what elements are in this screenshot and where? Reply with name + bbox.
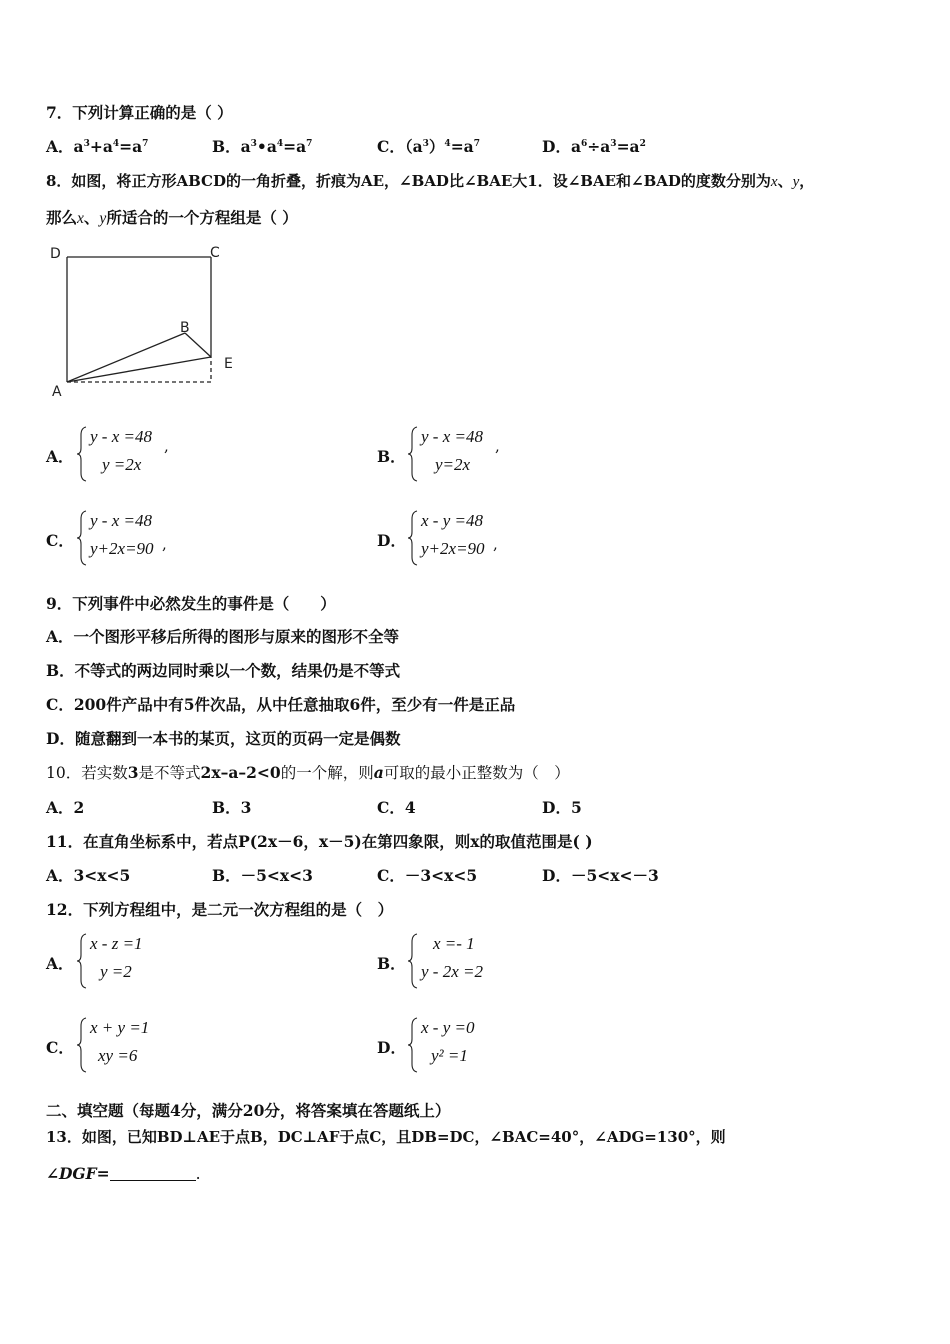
fold-ab	[67, 333, 185, 382]
q9-stem: 9．下列事件中必然发生的事件是（ ）	[46, 594, 336, 613]
brace-icon	[407, 1016, 421, 1074]
q8-stem-line2: 那么x、y所适合的一个方程组是（ ）	[46, 208, 298, 227]
q10-option-a: A．2	[46, 798, 85, 817]
q10-option-b: B．3	[212, 798, 252, 817]
q9-option-d: D．随意翻到一本书的某页，这页的页码一定是偶数	[46, 729, 401, 748]
q11-stem: 11．在直角坐标系中，若点P(2x－6，x－5)在第四象限，则x的取值范围是( )	[46, 832, 593, 851]
label-c: C	[210, 245, 220, 261]
q7-option-b: B．$a^3•a^4=a^7$	[212, 137, 313, 156]
fold-be	[185, 333, 211, 357]
q9-option-b: B．不等式的两边同时乘以一个数，结果仍是不等式	[46, 661, 401, 680]
label-e: E	[224, 356, 233, 372]
crease-ae	[67, 357, 211, 382]
q11-option-c: C．－3<x<5	[377, 866, 478, 885]
q10-option-d: D．5	[542, 798, 582, 817]
q11-option-d: D．－5<x<－3	[542, 866, 659, 885]
q10-option-c: C．4	[377, 798, 416, 817]
q7-option-a: A．$a^3+a^4=a^7$	[46, 137, 149, 156]
brace-icon	[76, 1016, 90, 1074]
q7-option-c: C．$(a^3)^4=a^7$	[377, 137, 480, 156]
q11-option-b: B．－5<x<3	[212, 866, 313, 885]
section-2-heading: 二、填空题（每题4分，满分20分，将答案填在答题纸上）	[46, 1101, 451, 1120]
q11-option-a: A．3<x<5	[46, 866, 131, 885]
brace-icon	[76, 932, 90, 990]
brace-icon	[76, 425, 90, 483]
q8-figure	[46, 240, 246, 400]
brace-icon	[76, 509, 90, 567]
brace-icon	[407, 932, 421, 990]
label-a: A	[52, 384, 62, 400]
q13-stem-line1: 13．如图，已知BD⊥AE于点B，DC⊥AF于点C，且DB=DC，∠BAC=40°，∠ADG=130°，则	[46, 1128, 726, 1146]
q9-option-c: C．200件产品中有5件次品，从中任意抽取6件，至少有一件是正品	[46, 695, 516, 714]
q12-stem: 12．下列方程组中，是二元一次方程组的是（ ）	[46, 900, 394, 919]
label-b: B	[180, 320, 190, 336]
q8-stem-line1: 8．如图，将正方形ABCD的一角折叠，折痕为AE，∠BAD比∠BAE大1．设∠BAE和∠BAD的度数分别为x、y，	[46, 172, 815, 190]
brace-icon	[407, 509, 421, 567]
answer-blank[interactable]	[110, 1166, 196, 1181]
q7-stem: 7．下列计算正确的是（ ）	[46, 103, 233, 122]
q7-option-d: D．$a^6\div a^3=a^2$	[542, 137, 646, 156]
label-d: D	[50, 246, 61, 262]
q13-stem-line2: ∠DGF= .	[46, 1164, 201, 1183]
brace-icon	[407, 425, 421, 483]
q10-stem: 10．若实数3是不等式2x–a–2<0的一个解，则a可取的最小正整数为（ ）	[46, 763, 570, 782]
q9-option-a: A．一个图形平移后所得的图形与原来的图形不全等	[46, 627, 400, 646]
